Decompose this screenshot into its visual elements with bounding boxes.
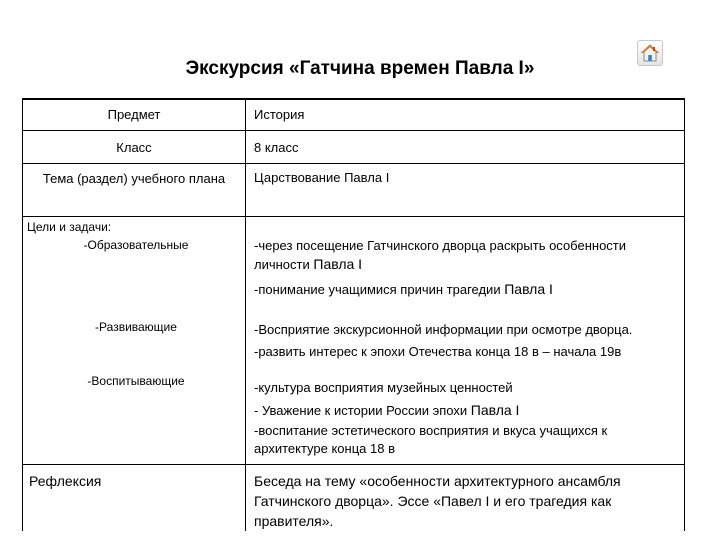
page-title: Экскурсия «Гатчина времен Павла I» [185,58,535,79]
upbringing-item: -культура восприятия музейных ценностей [254,380,513,395]
table-row-reflection [23,465,685,532]
upbringing-item: - Уважение к истории России эпохи Павла I [254,402,520,418]
lesson-plan-table [22,98,685,531]
goals-cell [23,217,246,465]
goals-heading: Цели и задачи: [27,220,112,234]
subject-label: Предмет [23,99,246,131]
reflection-label: Рефлексия [23,465,246,532]
grade-label: Класс [23,131,246,164]
reflection-value: Беседа на тему «особенности архитектурного ансамбля Гатчинского дворца». Эссе «Павел I и его трагедия как правителя». [246,465,685,532]
table-row-subject [23,99,685,131]
topic-value: Царствование Павла I [246,164,685,217]
developmental-label: -Развивающие [95,320,177,334]
upbringing-item: -воспитание эстетического восприятия и вкуса учащихся к архитектуре конца 18 в [254,423,608,456]
upbringing-label: -Воспитывающие [87,374,185,388]
developmental-item: -Восприятие экскурсионной информации при осмотре дворца. [254,322,633,337]
table-row-topic [23,164,685,217]
educational-item: -через посещение Гатчинского дворца раскрыть особенности личности Павла I [254,238,627,272]
table-row-goals [23,217,685,465]
educational-label: -Образовательные [83,238,189,252]
topic-label: Тема (раздел) учебного плана [23,164,246,217]
subject-value: История [246,99,685,131]
grade-value: 8 класс [246,131,685,164]
educational-item: -понимание учащимися причин трагедии Павла I [254,281,553,297]
goals-content [246,217,685,465]
developmental-item: -развить интерес к эпохи Отечества конца 18 в – начала 19в [254,344,622,359]
table-row-grade [23,131,685,164]
